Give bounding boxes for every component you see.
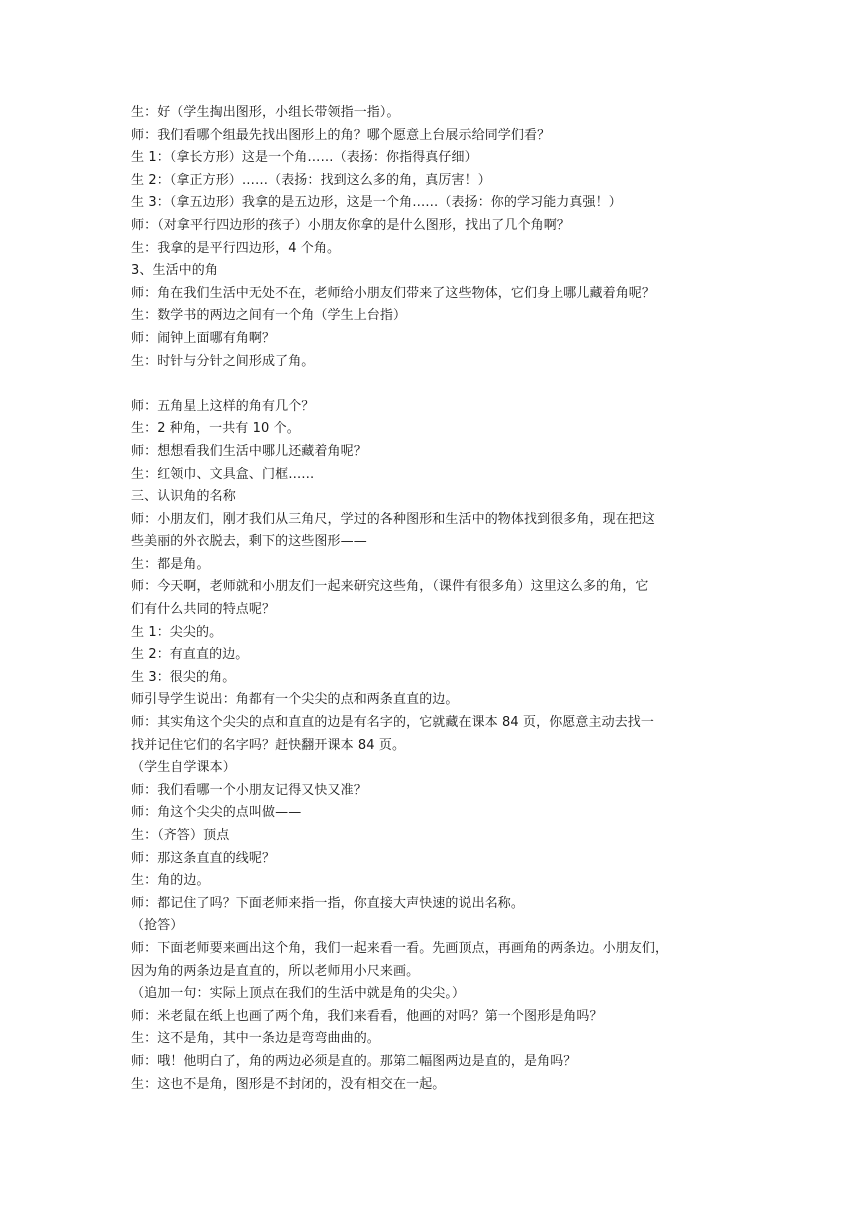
text-line: 生：2 种角，一共有 10 个。 (131, 421, 300, 437)
text-line: 生：角的边。 (131, 873, 210, 889)
text-line: 师：角这个尖尖的点叫做—— (131, 805, 302, 821)
text-line: 师：米老鼠在纸上也画了两个角，我们来看看，他画的对吗？第一个图形是角吗？ (131, 1008, 603, 1024)
text-line: 师：下面老师要来画出这个角，我们一起来看一看。先画顶点，再画角的两条边。小朋友们， (131, 940, 669, 956)
text-line: 师：我们看哪个组最先找出图形上的角？哪个愿意上台展示给同学们看？ (131, 127, 551, 143)
section-heading: 三、认识角的名称 (131, 489, 236, 505)
text-line: 们有什么共同的特点呢？ (131, 602, 276, 618)
text-line: 生：这不是角，其中一条边是弯弯曲曲的。 (131, 1031, 380, 1047)
text-line: 生 3：很尖的角。 (131, 669, 236, 685)
section-heading: 3、生活中的角 (131, 263, 218, 279)
text-line: 师：五角星上这样的角有几个？ (131, 398, 315, 414)
text-line: （学生自学课本） (131, 760, 236, 776)
text-line: 找并记住它们的名字吗？赶快翻开课本 84 页。 (131, 737, 406, 753)
text-line: 生 1：（拿长方形）这是一个角……（表扬：你指得真仔细） (131, 150, 478, 166)
text-line: 生：我拿的是平行四边形，4 个角。 (131, 240, 341, 256)
text-line: 师：角在我们生活中无处不在，老师给小朋友们带来了这些物体，它们身上哪儿藏着角呢？ (131, 285, 656, 301)
text-line: 生 3：（拿五边形）我拿的是五边形，这是一个角……（表扬：你的学习能力真强！） (131, 195, 622, 211)
text-line: 师：小朋友们，刚才我们从三角尺，学过的各种图形和生活中的物体找到很多角，现在把这 (131, 511, 656, 527)
text-line: 生：（齐答）顶点 (131, 828, 230, 843)
text-line: 生 2：（拿正方形）……（表扬：找到这么多的角，真厉害！） (131, 172, 491, 188)
text-line: （抢答） (131, 918, 184, 934)
text-line: 师：闹钟上面哪有角啊？ (131, 330, 276, 346)
text-line: （追加一句：实际上顶点在我们的生活中就是角的尖尖。） (131, 986, 466, 1002)
text-line: 师：（对拿平行四边形的孩子）小朋友你拿的是什么图形，找出了几个角啊？ (131, 217, 570, 233)
text-line: 师：哦！他明白了，角的两边必须是直的。那第二幅图两边是直的，是角吗？ (131, 1053, 577, 1069)
text-line: 生：数学书的两边之间有一个角（学生上台指） (131, 308, 407, 324)
text-line: 生：红领巾、文具盒、门框…… (131, 466, 315, 482)
text-line: 师：今天啊，老师就和小朋友们一起来研究这些角，（课件有很多角）这里这么多的角，它 (131, 579, 649, 595)
text-line: 师：都记住了吗？下面老师来指一指，你直接大声快速的说出名称。 (131, 895, 525, 911)
text-line: 生：都是角。 (131, 556, 210, 572)
text-line: 师：其实角这个尖尖的点和直直的边是有名字的，它就藏在课本 84 页，你愿意主动去找一 (131, 715, 655, 731)
lesson-transcript (131, 102, 731, 1096)
text-line: 生：时针与分针之间形成了角。 (131, 353, 315, 369)
text-line: 师引导学生说出：角都有一个尖尖的点和两条直直的边。 (131, 692, 459, 708)
text-line: 因为角的两条边是直直的，所以老师用小尺来画。 (131, 963, 420, 979)
text-line: 师：我们看哪一个小朋友记得又快又准？ (131, 782, 367, 798)
text-line: 生：好（学生掏出图形，小组长带领指一指）。 (131, 105, 400, 120)
text-line: 生 2：有直直的边。 (131, 647, 249, 663)
text-line: 师：那这条直直的线呢？ (131, 850, 276, 866)
text-line: 生 1：尖尖的。 (131, 624, 223, 640)
text-line: 些美丽的外衣脱去，剩下的这些图形—— (131, 534, 367, 550)
text-line: 生：这也不是角，图形是不封闭的，没有相交在一起。 (131, 1076, 446, 1092)
blank-line (131, 373, 731, 396)
text-line: 师：想想看我们生活中哪儿还藏着角呢？ (131, 443, 367, 459)
